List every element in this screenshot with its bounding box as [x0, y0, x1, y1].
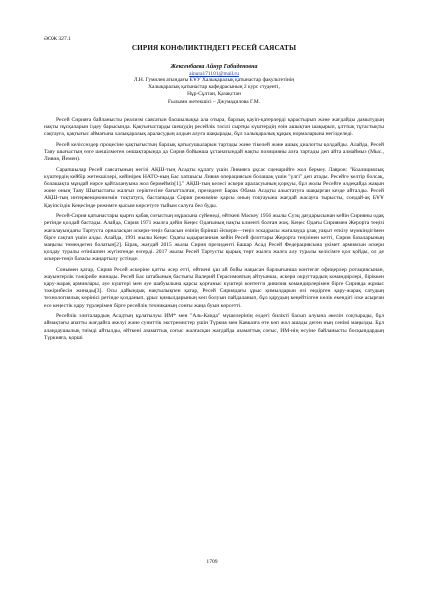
body-paragraph: Ресей-Сирия қатынастары қырғи қабақ соғыстың мұрасына сүйенеді, өйткені Мәскеу 1956 жылы Суэц дағдарысынан кейін Сирияны одақ ретінде қолдай бастады. Алайда, Сирия 1971 жылға дейін Кеңес Одағының нақты клиенті болған жоқ. Кеңес Одағы Сириямен Жерорта теңізі жағалауындағы Тартуста орналасқан әскери-теңіз базасын өзінің бірінші Әскери—теңіз эскадрасы жағалауда ұзақ уақыт өткізу мүмкіндігімен бірге сақтап үшін алды. Алайда, 1991 жылы Кеңес Одағы ыдырағаннан кейін Ресей флоттары Жерорта теңізінен кетті, Сирия базаларының маңызы төмендеген болатын[2]. Бірақ, жағдай 2015 жылы Сирия президенті Башар Асад Ресей Федерациясына үкімет армиясын әскери қолдау туралы өтінішпен жүгінгенде өзгерді. 2017 жылы Ресей Тартусты қырық төрт жылға жалға алу туралы келісімге қол қойды, ол де әскери-теңіз базасы жаңартылу үстінде. [44, 213, 384, 263]
supervisor-line: Ғылыми жетекшісі – Джумадилова Г.М. [167, 98, 261, 105]
body-paragraph: Ресей Сирияға байланысты реализм саясатын басшылыққа ала отыра, барлық қауіп-қатерлерді қарастырып және жағдайды дамытудың нақты нұсқаларын іздеу барысында. Қақтығыстарды шешудің ресейлік тәсілі сыртқы күштердің өзін ашықтан шақырып, ұлттық тұтастықты сақтауға, қақтығыс аймағына халықаралық араласудың алдын алуға шақырады, бұл халықаралық құқық нормаларына негізделеді. [44, 116, 384, 138]
affiliation-block [44, 77, 384, 106]
udk-code: ӘОЖ 327.1 [44, 36, 71, 42]
author-email-link[interactable]: ainura171101@mail.ru [189, 71, 239, 77]
author-name: Жексенбаева Айнур Габиденовна [170, 64, 258, 70]
affiliation-line: Халықаралық қатынастар кафедрасының 2 курс студенті, [148, 84, 280, 91]
body-paragraph: Ресей келіссөздер процесіне қақтығыстың барлық қатысушыларын тартады және тікелей және ашық диалогты қолдайды. Алайда, Ресей Таяу шығыстың өзге шешілмеген оншақтарында да Сирия бойынша ұстанатындай нақты позицияны алға тартады деп айта алмаймыз (Мыс., Ливия, Йемен). [44, 141, 384, 163]
page-number: 1709 [206, 559, 218, 565]
article-body [44, 117, 384, 342]
body-paragraph: Сонымен қатар, Сирия Ресей әскеріне қатты әсер етті, өйткені ұш ай бойы нақысан барлығынша контегат офицерлер ротациясынан, жауынгерлік тәжірибе жинады. Ресей Бас штабының бастығы Валерий Герасимовтың айтуынша, әскери округтардың командирлері, біріккен қару-жарақ армиялары, әуе күштері мен әуе шабуылына қарсы қорғаныс күштері контегги дивизия командирлерімен бірге Сирияда жұмыс тәжірибесін жинады[3]. Осы дайындық нақтылықпен қатар, Ресей Сириядағы ұрыс қимылдарын өзі өндірген қару-жарақ сатудың технологиялық көрінісі ретінде қолданып, ұрыс қимылдарының көп болуын пайдаланып, бұл қарудың кеңейтілген көлік екендігі іске асырған есе кеңестік қару түрлерімен бірге ресейлік техниканың сонғы жаңа буын көрсетті. [44, 266, 384, 309]
body-paragraph: Сарапшылар Ресей саясатының негізі АҚШ-тың Асадты құлату үшін Ливияға ұқсас сценарийге жол бермеу. Лавров: "Коалициялық күштердің кейбір жетекшілері, кейінірек НАТО-ның Бас хатшысы Ливия операциясын болашақ үшін "үлгі" деп атады. Ресейге келтір болсақ, болашақта мұндай нәрсе қайталануына жол бермейміз[1]." АҚШ-тың келесі әскери араласуының қорқуы, бұл жолы Ресейге әлдеқайда жақын және оның Таяу Шығыстағы жалғыз серіктесіне бағытталған, президент Барак Обама Асадты алыстатуға шақырған кезде айталды. Ресей АҚШ-тың интервенционизмін тоқтатуға, бастапқыда Сирия режиміне қарсы оның тоқтауына жағдай жасауға тырысты, сондай-ақ БҰҰ Қауіпсіздік Кеңесінде режимге қысым көрсетуге тыйым салуға бел буды. [44, 166, 384, 209]
affiliation-line: Нұр-Сұлтан, Қазақстан [187, 91, 241, 98]
paper-title: СИРИЯ КОНФЛИКТІНДЕГІ РЕСЕЙ САЯСАТЫ [131, 44, 297, 52]
body-paragraph: Ресейлік элиталардың Асадтың құлатылуы ИМ* мен "Аль-Каида" мүшелерінің елдегі билікті басып алуына әкелін соқтырады, бұл аймақтағы апатты жағдайға әкелуі және суниттік экстремистер үшін Түркия мен Кавказға өте көп жол ашады деген ның сенімі маңызды. Бұл алаңдаушылық тиімді айтылды, өйткені азаматтық соғыс жалғасқан жағдайда азаматтық соғыс, ИМ-нің өсуіне байланысты босқындардың Түркияға, қорші [44, 313, 384, 341]
affiliation-line: Л.Н. Гумилев атындағы ЕҰУ Халықаралық қатынастар факультетінің [133, 77, 295, 83]
